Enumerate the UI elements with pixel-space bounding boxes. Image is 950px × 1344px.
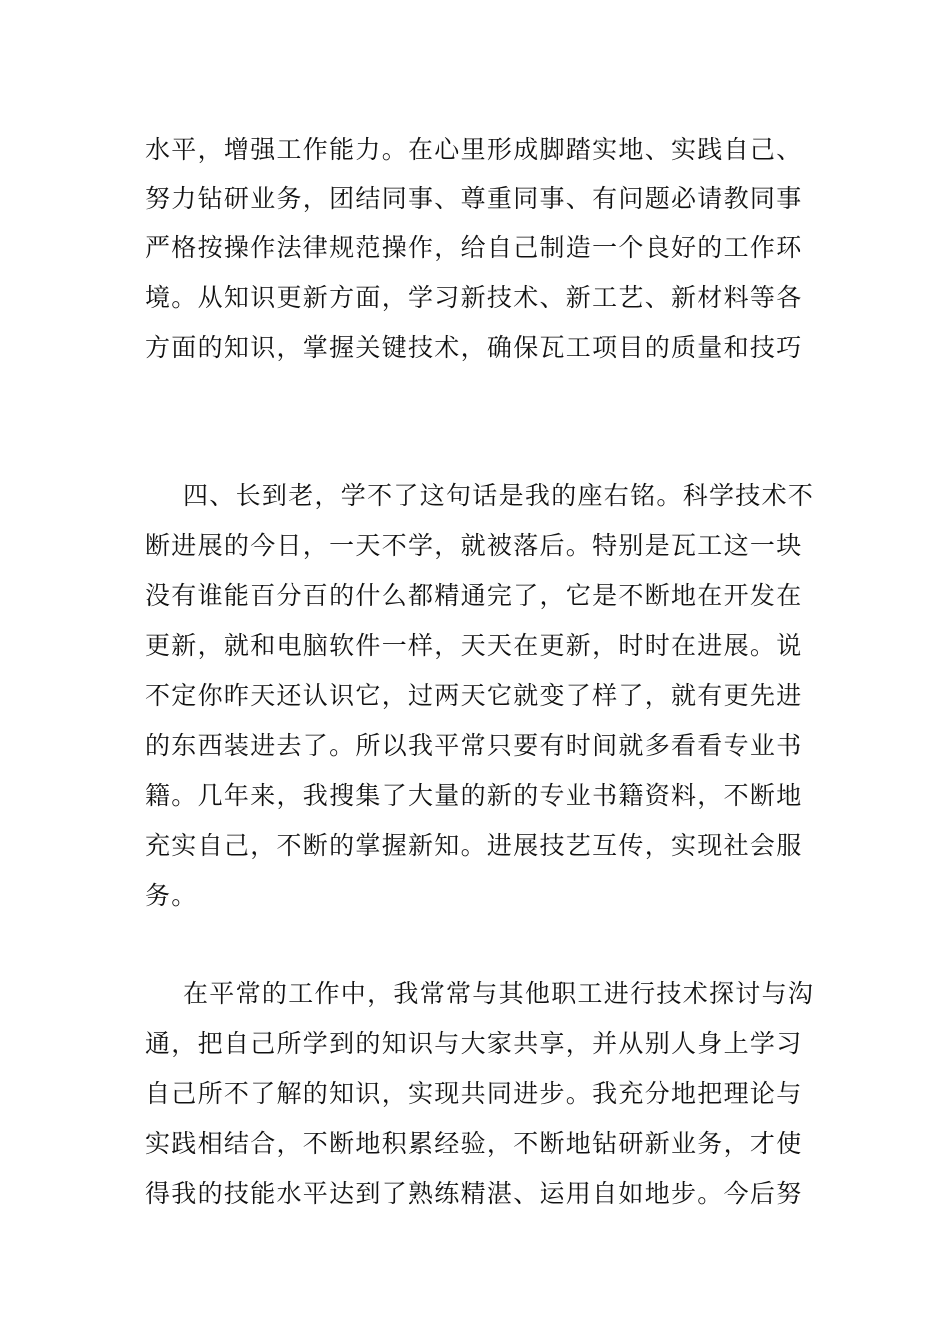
paragraph-line: 没有谁能百分百的什么都精通完了，它是不断地在开发在: [145, 581, 803, 610]
paragraph-line: 在平常的工作中，我常常与其他职工进行技术探讨与沟: [183, 979, 815, 1008]
paragraph-line: 严格按操作法律规范操作，给自己制造一个良好的工作环: [145, 233, 803, 262]
paragraph-line: 籍。几年来，我搜集了大量的新的专业书籍资料，不断地: [145, 781, 803, 810]
paragraph-line: 务。: [145, 881, 198, 910]
paragraph-line: 方面的知识，掌握关键技术，确保瓦工项目的质量和技巧: [145, 333, 803, 362]
paragraph-line: 断进展的今日，一天不学，就被落后。特别是瓦工这一块: [145, 531, 803, 560]
paragraph-line: 得我的技能水平达到了熟练精湛、运用自如地步。今后努: [145, 1179, 803, 1208]
paragraph-line: 努力钻研业务，团结同事、尊重同事、有问题必请教同事: [145, 184, 803, 213]
paragraph-line: 水平，增强工作能力。在心里形成脚踏实地、实践自己、: [145, 135, 803, 164]
paragraph-line: 充实自己，不断的掌握新知。进展技艺互传，实现社会服: [145, 831, 803, 860]
paragraph-line: 境。从知识更新方面，学习新技术、新工艺、新材料等各: [145, 283, 803, 312]
paragraph-line: 实践相结合，不断地积累经验，不断地钻研新业务，才使: [145, 1129, 803, 1158]
paragraph-line: 不定你昨天还认识它，过两天它就变了样了，就有更先进: [145, 681, 803, 710]
paragraph-line: 更新，就和电脑软件一样，天天在更新，时时在进展。说: [145, 631, 803, 660]
paragraph-line: 自己所不了解的知识，实现共同进步。我充分地把理论与: [145, 1079, 803, 1108]
paragraph-line: 四、长到老，学不了这句话是我的座右铭。科学技术不: [183, 481, 815, 510]
paragraph-line: 的东西装进去了。所以我平常只要有时间就多看看专业书: [145, 731, 803, 760]
paragraph-line: 通，把自己所学到的知识与大家共享，并从别人身上学习: [145, 1029, 803, 1058]
